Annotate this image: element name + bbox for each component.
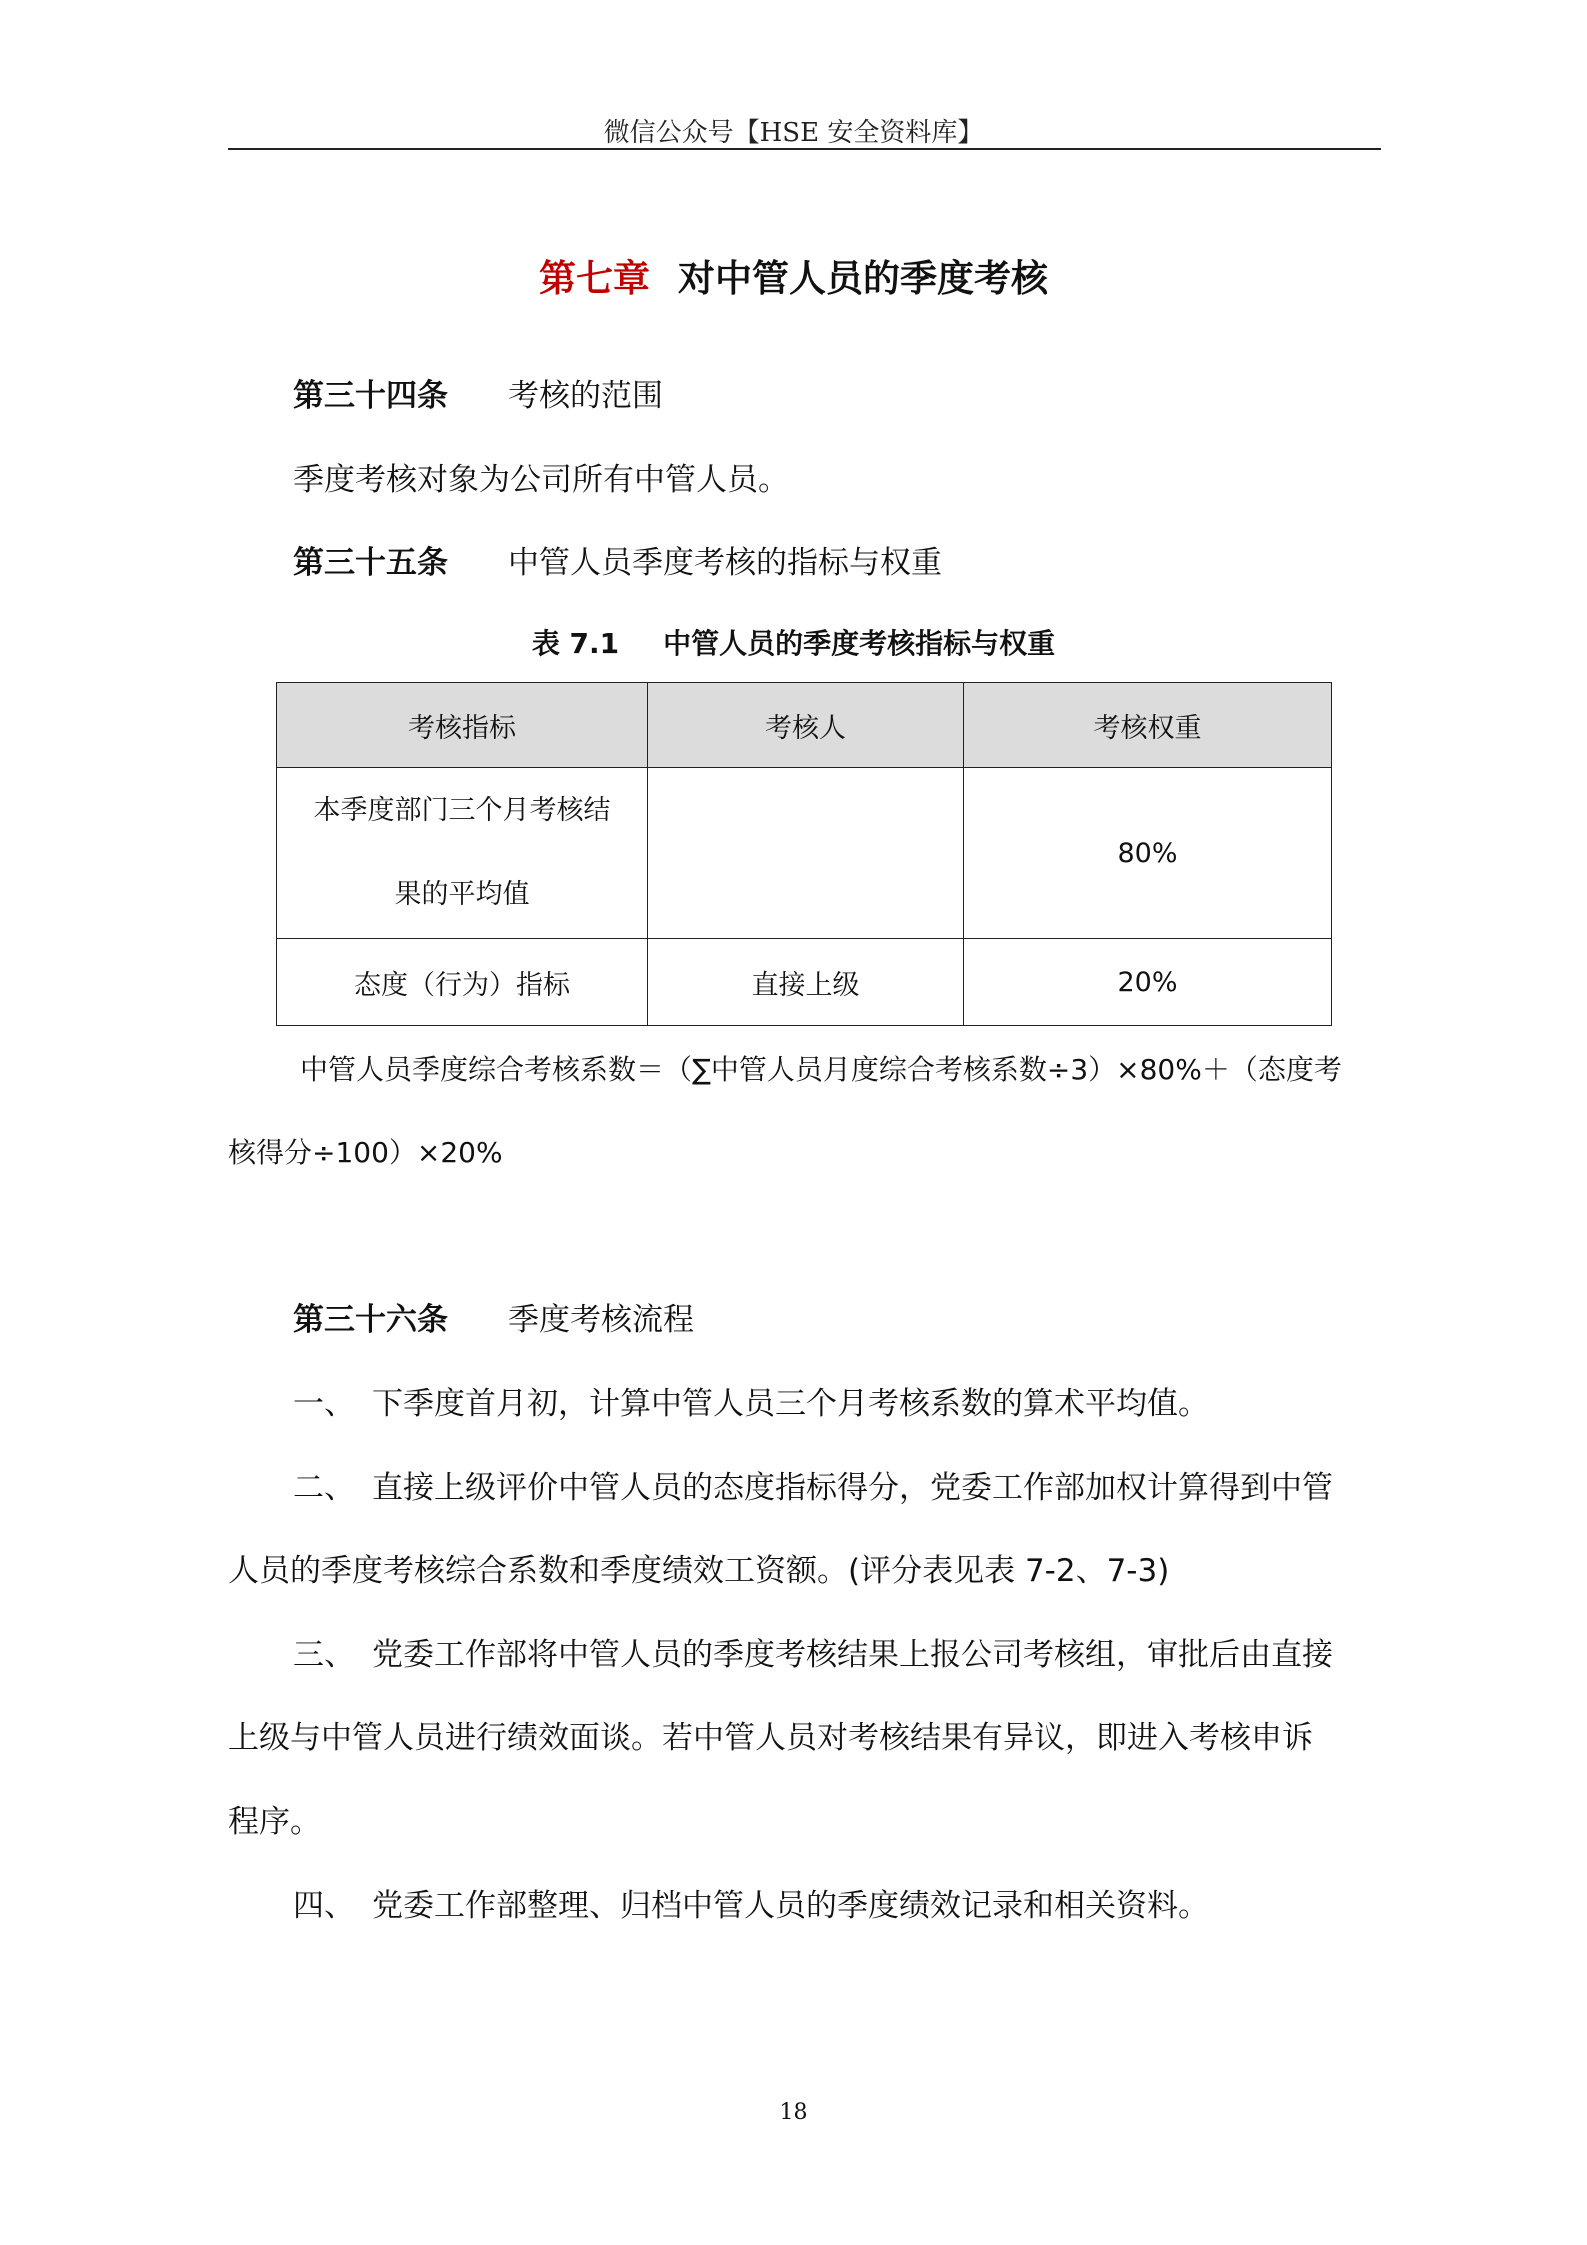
table-caption-number: 表 7.1 xyxy=(531,627,620,660)
list-item-continuation: 上级与中管人员进行绩效面谈。若中管人员对考核结果有异议，即进入考核申诉 xyxy=(228,1720,1313,1756)
page-header: 微信公众号【HSE 安全资料库】 xyxy=(603,118,984,148)
article-34-body: 季度考核对象为公司所有中管人员。 xyxy=(293,462,789,498)
list-item-continuation: 程序。 xyxy=(228,1804,321,1840)
indicator-line-1: 本季度部门三个月考核结 xyxy=(313,795,611,826)
list-item-continuation: 人员的季度考核综合系数和季度绩效工资额。(评分表见表 7-2、7-3) xyxy=(228,1553,1170,1589)
chapter-title: 对中管人员的季度考核 xyxy=(678,257,1048,300)
list-item-marker: 一、 xyxy=(293,1386,355,1422)
table-header-assessor: 考核人 xyxy=(648,683,964,768)
table-header-indicator: 考核指标 xyxy=(277,683,648,768)
article-34-heading xyxy=(293,370,448,415)
header-divider xyxy=(228,148,1381,150)
table-cell-indicator: 态度（行为）指标 xyxy=(277,939,648,1026)
table-caption xyxy=(0,622,1587,662)
formula-line-2: 核得分÷100）×20% xyxy=(228,1136,503,1169)
table-cell-weight: 80% xyxy=(964,768,1332,939)
table-row xyxy=(277,939,1332,1026)
chapter-heading xyxy=(0,248,1587,302)
list-item-marker: 二、 xyxy=(293,1470,355,1506)
list-item: 党委工作部整理、归档中管人员的季度绩效记录和相关资料。 xyxy=(372,1888,1209,1924)
table-header-weight: 考核权重 xyxy=(964,683,1332,768)
list-item: 党委工作部将中管人员的季度考核结果上报公司考核组，审批后由直接 xyxy=(372,1637,1333,1673)
table-caption-title: 中管人员的季度考核指标与权重 xyxy=(663,627,1056,660)
article-34-label: 第三十四条 xyxy=(293,378,448,414)
article-35-label: 第三十五条 xyxy=(293,545,448,581)
page-number: 18 xyxy=(779,2100,808,2125)
indicator-line-2: 果的平均值 xyxy=(394,879,530,910)
article-36-title: 季度考核流程 xyxy=(508,1302,694,1338)
table-cell-assessor xyxy=(648,768,964,939)
list-item: 下季度首月初，计算中管人员三个月考核系数的算术平均值。 xyxy=(372,1386,1209,1422)
article-35-title: 中管人员季度考核的指标与权重 xyxy=(508,545,942,581)
table-header-row xyxy=(277,683,1332,768)
article-36-label: 第三十六条 xyxy=(293,1302,448,1338)
table-cell-assessor: 直接上级 xyxy=(648,939,964,1026)
table-row xyxy=(277,768,1332,939)
chapter-number: 第七章 xyxy=(539,257,650,300)
formula-line-1: 中管人员季度综合考核系数＝（∑中管人员月度综合考核系数÷3）×80%＋（态度考 xyxy=(300,1053,1342,1086)
table-cell-weight: 20% xyxy=(964,939,1332,1026)
list-item-marker: 四、 xyxy=(293,1888,355,1924)
table-cell-indicator xyxy=(277,768,648,939)
list-item-marker: 三、 xyxy=(293,1637,355,1673)
list-item: 直接上级评价中管人员的态度指标得分，党委工作部加权计算得到中管 xyxy=(372,1470,1333,1506)
kpi-weight-table xyxy=(276,682,1332,1026)
article-34-title: 考核的范围 xyxy=(508,378,663,414)
